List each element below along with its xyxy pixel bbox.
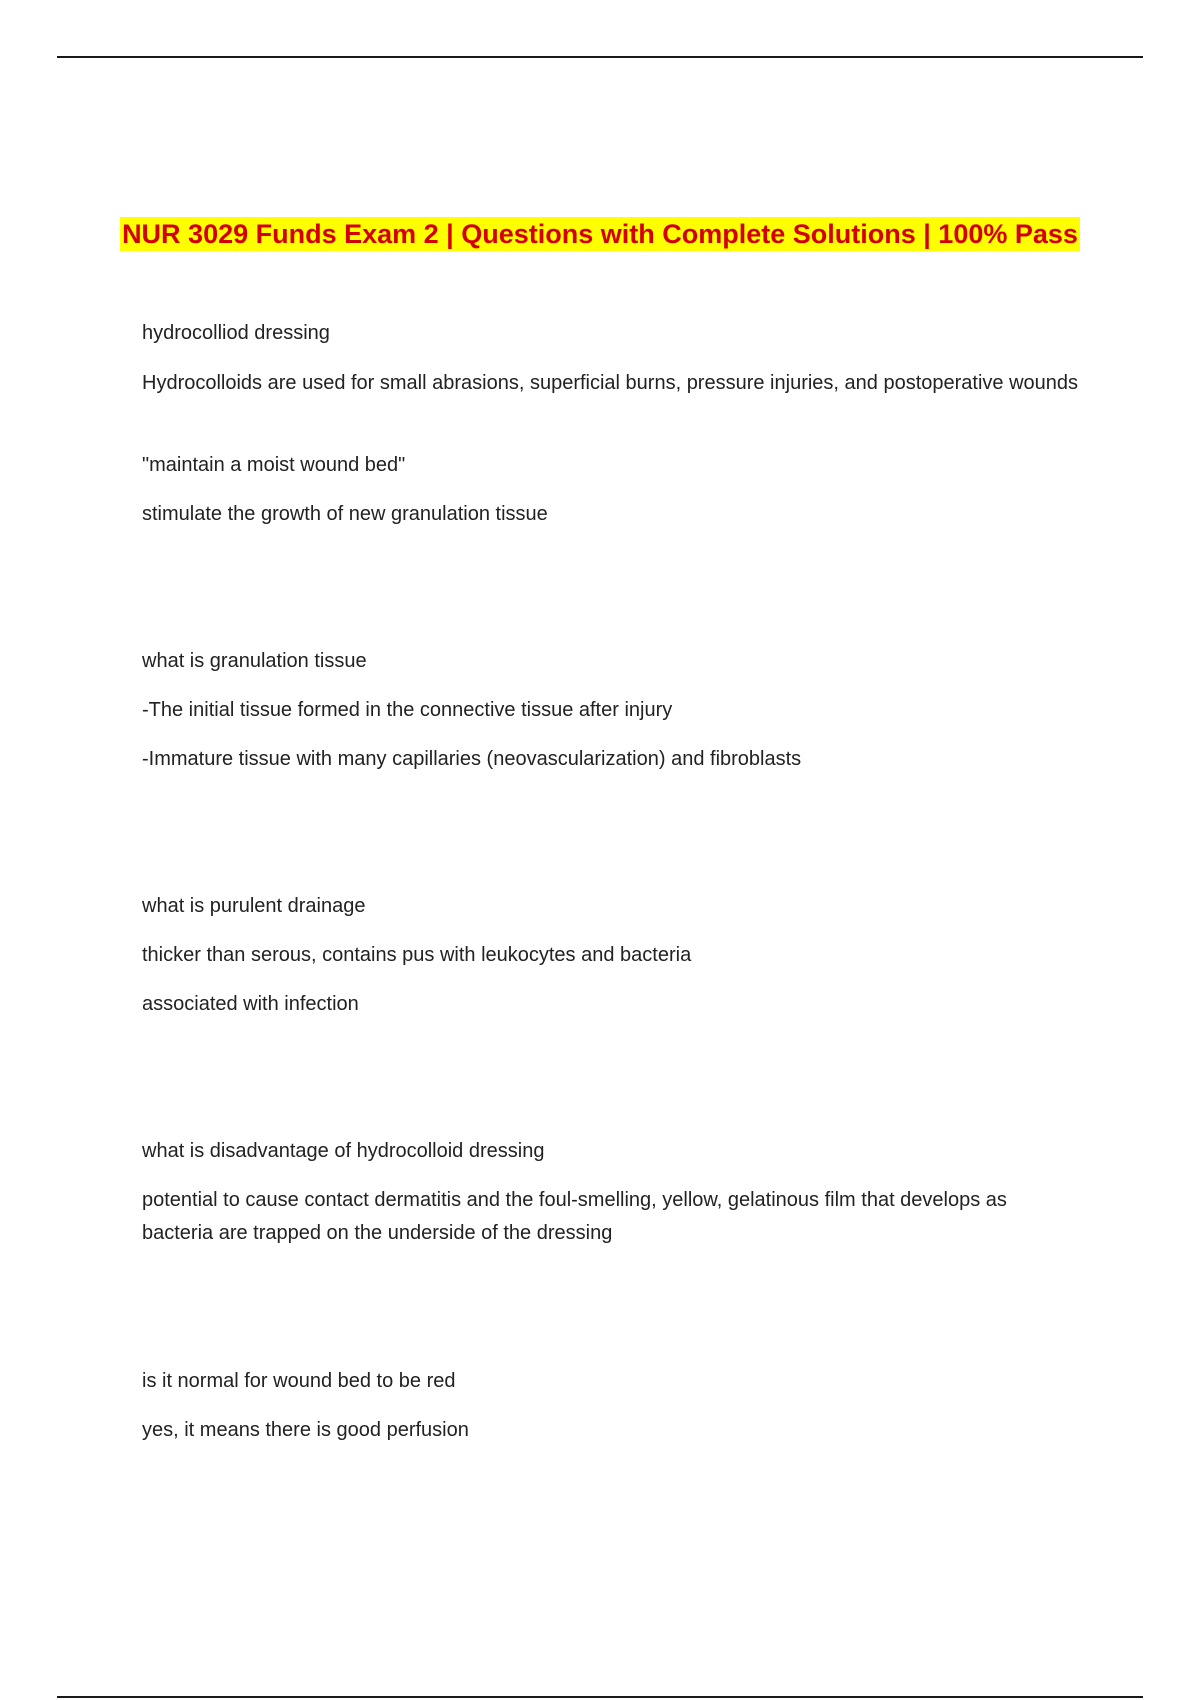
answer-text: thicker than serous, contains pus with leukocytes and bacteria — [142, 944, 692, 966]
answer-text: yes, it means there is good perfusion — [142, 1419, 469, 1441]
document-title — [100, 212, 1100, 257]
question-text: what is purulent drainage — [142, 895, 366, 917]
question-text: hydrocolliod dressing — [142, 322, 330, 344]
question-text: what is granulation tissue — [142, 650, 367, 672]
answer-text: "maintain a moist wound bed" — [142, 454, 406, 476]
document-title-text: NUR 3029 Funds Exam 2 | Questions with Complete Solutions | 100% Pass — [122, 219, 1078, 249]
answer-text: potential to cause contact dermatitis and the foul-smelling, yellow, gelatinous film that develops as bacteria are trapped on the underside of the dressing — [142, 1189, 1007, 1244]
answer-text: associated with infection — [142, 993, 359, 1015]
header-rule — [57, 56, 1143, 58]
answer-text: Hydrocolloids are used for small abrasions, superficial burns, pressure injuries, and postoperative wounds — [142, 372, 1079, 394]
answer-text: -The initial tissue formed in the connective tissue after injury — [142, 699, 673, 721]
question-text: what is disadvantage of hydrocolloid dressing — [142, 1140, 545, 1162]
answer-text: stimulate the growth of new granulation tissue — [142, 503, 548, 525]
question-text: is it normal for wound bed to be red — [142, 1370, 456, 1392]
answer-text: -Immature tissue with many capillaries (neovascularization) and fibroblasts — [142, 748, 802, 770]
footer-rule — [57, 1696, 1143, 1698]
